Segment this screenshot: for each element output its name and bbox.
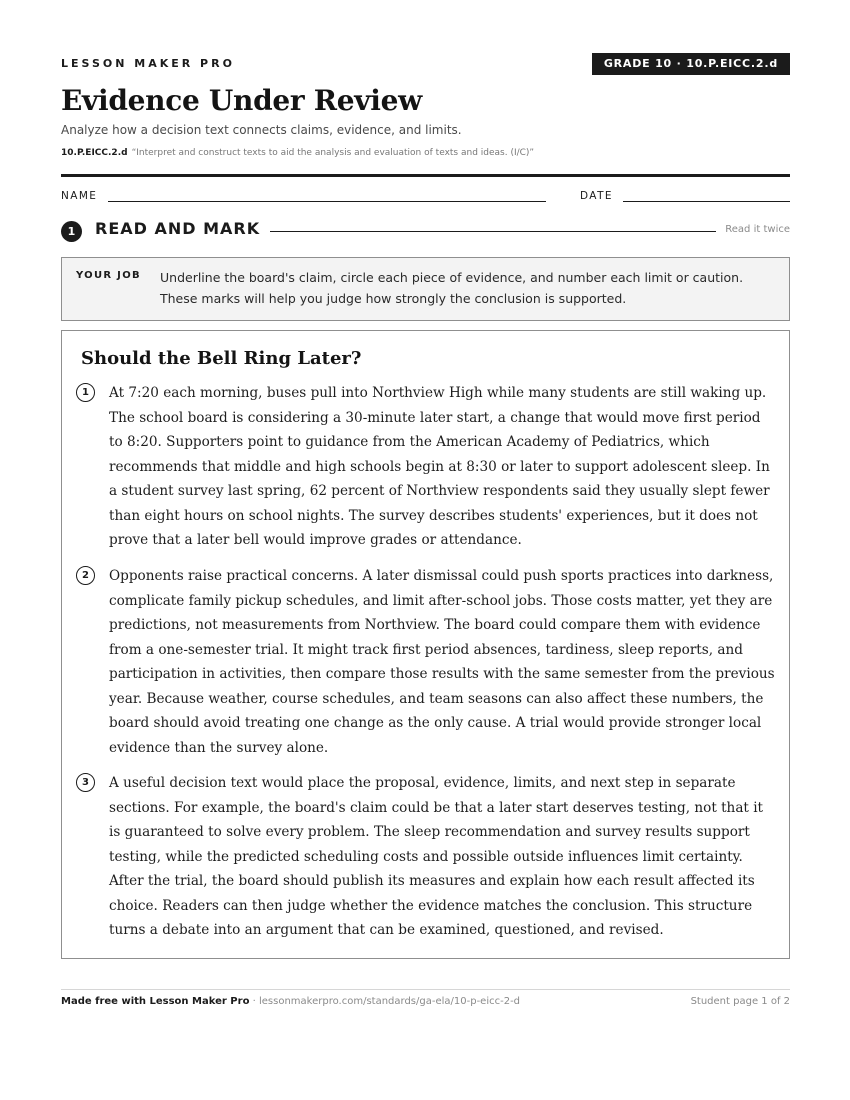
standard-code: 10.P.EICC.2.d (61, 148, 128, 158)
footer-divider (61, 989, 790, 990)
section-title: READ AND MARK (95, 219, 261, 238)
name-field[interactable] (108, 201, 546, 202)
passage-title: Should the Bell Ring Later? (81, 348, 362, 369)
paragraph-3: A useful decision text would place the proposal, evidence, limits, and next step in separate sections. For example, the board's claim could be that a later start deserves testing, not that it is guaranteed to solve every problem. The sleep recommendation and survey results support testing, while the predicted scheduling costs and possible outside influences limit certainty. After the trial, the board should publish its measures and explain how each result affected its choice. Readers can then judge whether the evidence matches the conclusion. This structure turns a debate into an argument that can be examined, questioned, and revised. (109, 775, 764, 938)
name-label: NAME (61, 190, 98, 202)
section-divider (270, 231, 716, 232)
instructions-box (61, 257, 790, 321)
page-indicator: Student page 1 of 2 (690, 996, 790, 1007)
page-subtitle: Analyze how a decision text connects claims, evidence, and limits. (61, 123, 462, 137)
standard-text: “Interpret and construct texts to aid the analysis and evaluation of texts and ideas. (I/C)” (131, 148, 535, 158)
paragraph-1: At 7:20 each morning, buses pull into Northview High while many students are still waking up. The school board is considering a 30-minute later start, a change that would move first period to 8:20. Supporters point to guidance from the American Academy of Pediatrics, which recommends that middle and high schools begin at 8:30 or later to support adolescent sleep. In a student survey last spring, 62 percent of Northview respondents said they usually slept fewer than eight hours on school nights. The survey describes students' experiences, but it does not prove that a later bell would improve grades or attendance. (109, 385, 770, 548)
paragraph-number-2: 2 (76, 566, 95, 585)
date-field[interactable] (623, 201, 790, 202)
brand-name: LESSON MAKER PRO (61, 57, 235, 70)
paragraph-number-1: 1 (76, 383, 95, 402)
footer-made-with: Made free with Lesson Maker Pro (61, 996, 250, 1007)
page-title: Evidence Under Review (61, 84, 422, 117)
instructions-label: YOUR JOB (76, 270, 141, 281)
instructions-text: Underline the board's claim, circle each piece of evidence, and number each limit or caution. These marks will help you judge how strongly the conclusion is supported. (160, 270, 744, 306)
footer-credit (61, 996, 520, 1007)
header-divider (61, 174, 790, 177)
footer-separator: · (249, 996, 259, 1007)
grade-standard-badge: GRADE 10 · 10.P.EICC.2.d (592, 53, 790, 75)
reading-passage (61, 330, 790, 959)
footer-url[interactable]: lessonmakerpro.com/standards/ga-ela/10-p-eicc-2-d (258, 996, 521, 1007)
section-header (61, 219, 790, 243)
paragraph-number-3: 3 (76, 773, 95, 792)
section-note: Read it twice (725, 224, 790, 235)
standard-line (61, 148, 534, 158)
date-label: DATE (580, 190, 613, 202)
section-number-badge: 1 (61, 221, 82, 242)
paragraph-2: Opponents raise practical concerns. A later dismissal could push sports practices into darkness, complicate family pickup schedules, and limit after-school jobs. Those costs matter, yet they are predictions, not measurements from Northview. The board could compare them with evidence from a one-semester trial. It might track first period absences, tardiness, sleep reports, and participation in activities, then compare those results with the same semester from the previous year. Because weather, course schedules, and team seasons can also affect these numbers, the board should avoid treating one change as the only cause. A trial would provide stronger local evidence than the survey alone. (109, 568, 775, 756)
